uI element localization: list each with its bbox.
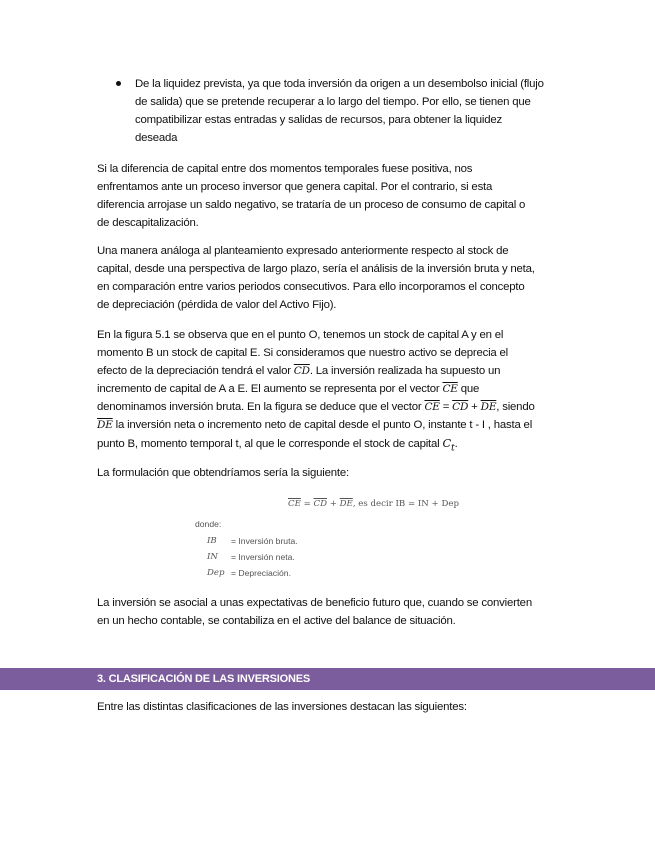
vector-ce: $\overline{CE}$ (424, 401, 440, 413)
formula-vector-ce: $\overline{CE}$ (288, 499, 301, 509)
bullet-text: De la liquidez prevista, ya que toda inversión da origen a un desembolso inicial (flujo de salida) que se pretende recuperar a lo largo del tiempo. Por ello, se tienen que compatibilizar estas entradas y salidas de recursos, para obtener la liquidez deseada (135, 78, 544, 144)
p3-text-e: + (468, 401, 481, 413)
formula-vector-de: $\overline{DE}$ (339, 499, 353, 509)
paragraph-investment-expectations: La inversión se asocial a unas expectativas de beneficio futuro que, cuando se convierten en un hecho contable, se contabiliza en el active del balance de situación. (97, 597, 532, 627)
formula-symbol: IB (207, 536, 217, 546)
p3-text-a: En la figura 5.1 se observa que en el punto O, tenemos un stock de capital A y en el momento B un stock de capital E. Si consideramos que nuestro activo se deprecia el efecto de la depreciación tendrá el valor (97, 329, 508, 377)
p3-text-f: , siendo (496, 401, 535, 413)
section-header-bar (0, 668, 655, 690)
paragraph-capital-difference: Si la diferencia de capital entre dos momentos temporales fuese positiva, nos enfrentamos ante un proceso inversor que genera capital. Por el contrario, si esta diferencia arrojase un saldo negativo, se trataría de un proceso de consumo de capital o de descapitalización. (97, 163, 526, 229)
p3-text-h: . (454, 438, 458, 450)
p3-text-c: que denominamos inversión bruta. En la figura se deduce que el vector (97, 383, 480, 413)
vector-de: $\overline{DE}$ (97, 419, 113, 431)
p3-text-b: . La inversión realizada ha supuesto un incremento de capital de A a E. El aumento se representa por el vector (97, 365, 501, 395)
vector-cd: $\overline{CD}$ (293, 365, 310, 377)
formula-definition: = Inversión neta. (231, 552, 295, 562)
p3-text-d: = (439, 401, 453, 413)
section-title: 3. CLASIFICACIÓN DE LAS INVERSIONES (97, 673, 311, 685)
capital-t-subscript: t (450, 442, 455, 454)
paragraph-analogous-approach: Una manera análoga al planteamiento expresado anteriormente respecto al stock de capital, desde una perspectiva de largo plazo, sería el análisis de la inversión bruta y neta, en comparación entre varios periodos consecutivos. Para ello incorporamos el concepto de depreciación (pérdida de valor del Activo Fijo). (97, 245, 535, 311)
paragraph-formulation-intro: La formulación que obtendríamos sería la siguiente: (97, 467, 349, 479)
paragraph-figure-explanation (97, 326, 535, 457)
formula-symbol: Dep (207, 568, 225, 578)
formula-vector-cd: $\overline{CD}$ (313, 499, 327, 509)
formula-tail: , es decir IB = IN + Dep (352, 499, 459, 509)
vector-ce: $\overline{CE}$ (442, 383, 458, 395)
formula-equation (288, 497, 459, 511)
paragraph-classifications-intro: Entre las distintas clasificaciones de las inversiones destacan las siguientes: (97, 701, 467, 713)
p3-text-g: la inversión neta o incremento neto de capital desde el punto O, instante t - I , hasta el punto B, momento temporal t, al que le corresponde el stock de capital (97, 419, 533, 450)
formula-symbol: IN (207, 552, 218, 562)
capital-c-symbol: C (442, 436, 451, 450)
formula-plus: + (327, 499, 340, 509)
formula-definition: = Depreciación. (231, 568, 291, 578)
formula-definition: = Inversión bruta. (231, 536, 298, 546)
formula-where-label: donde: (195, 519, 222, 529)
formula-equals: = (300, 499, 314, 509)
bullet-icon (116, 81, 121, 86)
vector-de: $\overline{DE}$ (480, 401, 497, 413)
capital-ct (442, 436, 455, 454)
vector-cd: $\overline{CD}$ (452, 401, 469, 413)
